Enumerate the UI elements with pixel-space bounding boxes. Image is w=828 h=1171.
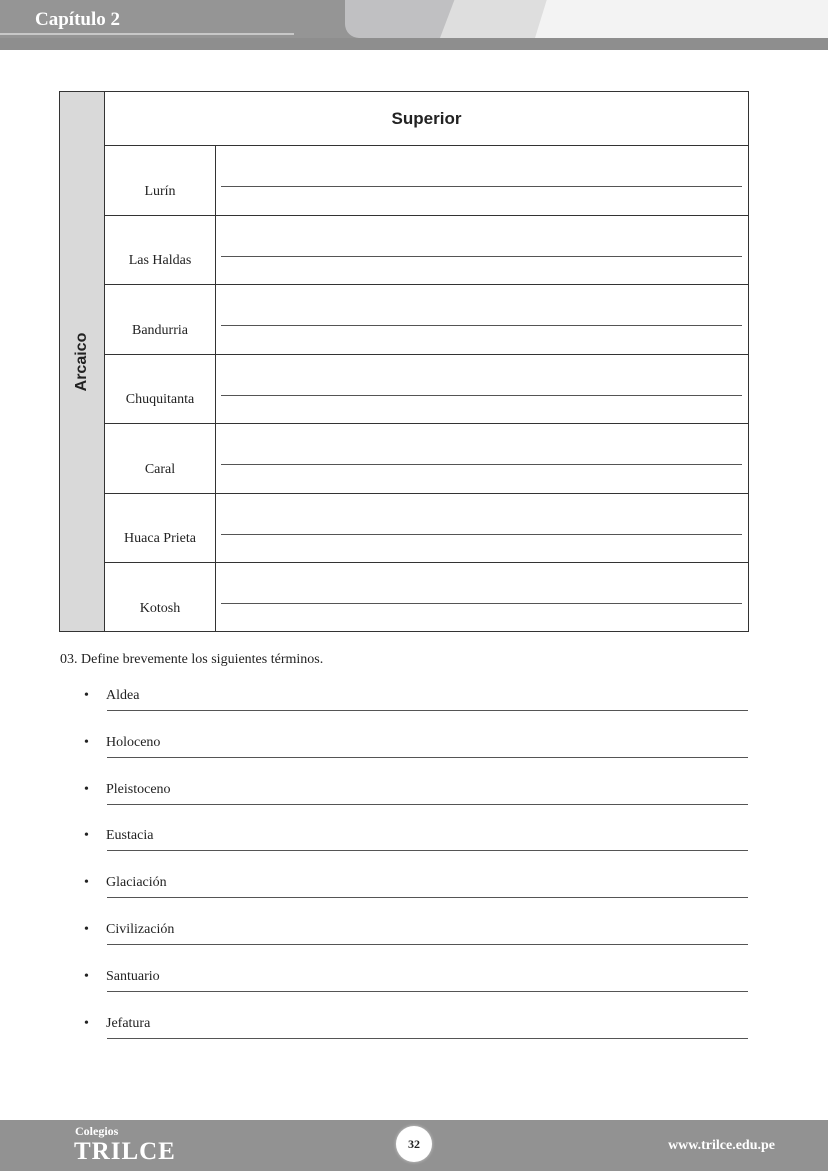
site-name-cell (105, 493, 216, 563)
answer-line[interactable] (107, 804, 748, 805)
bullet-icon: • (84, 922, 89, 937)
table-row (105, 493, 748, 564)
term-label: Jefatura (106, 1015, 151, 1031)
answer-line[interactable] (221, 603, 742, 604)
term-item (84, 687, 748, 734)
website-url: www.trilce.edu.pe (668, 1138, 775, 1153)
table-row (105, 354, 748, 425)
answer-line[interactable] (221, 534, 742, 535)
site-name-cell (105, 284, 216, 354)
answer-line[interactable] (107, 1038, 748, 1039)
site-name: Kotosh (139, 600, 181, 616)
table-row (105, 423, 748, 494)
bullet-icon: • (84, 828, 89, 844)
answer-line[interactable] (221, 325, 742, 326)
period-label-column (60, 92, 105, 631)
term-label: Civilización (106, 922, 175, 937)
answer-line[interactable] (107, 850, 748, 851)
answer-line[interactable] (107, 710, 748, 711)
answer-line[interactable] (221, 395, 742, 396)
term-label: Pleistoceno (106, 781, 171, 797)
term-item (84, 921, 748, 968)
page-header (0, 0, 828, 50)
header-band (0, 38, 828, 50)
term-item (84, 734, 748, 781)
site-name: Chuquitanta (125, 392, 195, 407)
term-item (84, 1015, 748, 1062)
bullet-icon: • (84, 688, 89, 703)
table-row (105, 562, 748, 632)
site-name-cell (105, 215, 216, 285)
term-label: Eustacia (106, 828, 154, 844)
term-label: Holoceno (106, 734, 161, 750)
table-row (105, 145, 748, 216)
bullet-icon: • (84, 781, 89, 797)
term-label: Glaciación (106, 875, 167, 891)
answer-line[interactable] (107, 991, 748, 992)
site-name: Lurín (144, 183, 176, 199)
bullet-icon: • (84, 734, 89, 750)
answer-line[interactable] (221, 186, 742, 187)
site-name: Las Haldas (128, 253, 192, 268)
site-name: Huaca Prieta (124, 531, 196, 546)
site-name-cell (105, 354, 216, 424)
site-name-cell (105, 562, 216, 632)
answer-line[interactable] (107, 944, 748, 945)
question-prompt: 03. Define brevemente los siguientes términos. (60, 652, 324, 667)
worksheet-table (59, 91, 749, 632)
site-name: Caral (144, 461, 176, 477)
term-item (84, 827, 748, 874)
site-name: Bandurria (132, 322, 188, 338)
page-footer (0, 1120, 828, 1171)
column-header: Superior (105, 92, 748, 146)
table-row (105, 215, 748, 286)
bullet-icon: • (84, 968, 89, 984)
answer-line[interactable] (107, 757, 748, 758)
answer-line[interactable] (221, 256, 742, 257)
term-item (84, 781, 748, 828)
header-rule (0, 33, 294, 35)
table-row (105, 284, 748, 355)
brand-logo: TRILCE (74, 1138, 176, 1165)
bullet-icon: • (84, 875, 89, 891)
term-item (84, 874, 748, 921)
bullet-icon: • (84, 1015, 89, 1031)
term-label: Santuario (106, 968, 160, 984)
answer-line[interactable] (107, 897, 748, 898)
header-decoration (535, 0, 828, 38)
brand-small: Colegios (75, 1124, 119, 1138)
site-name-cell (105, 145, 216, 215)
term-label: Aldea (106, 688, 140, 703)
chapter-title: Capítulo 2 (35, 9, 120, 30)
page-number: 32 (396, 1126, 432, 1162)
term-item (84, 968, 748, 1015)
answer-line[interactable] (221, 464, 742, 465)
site-name-cell (105, 423, 216, 493)
period-label: Arcaico (73, 332, 90, 392)
